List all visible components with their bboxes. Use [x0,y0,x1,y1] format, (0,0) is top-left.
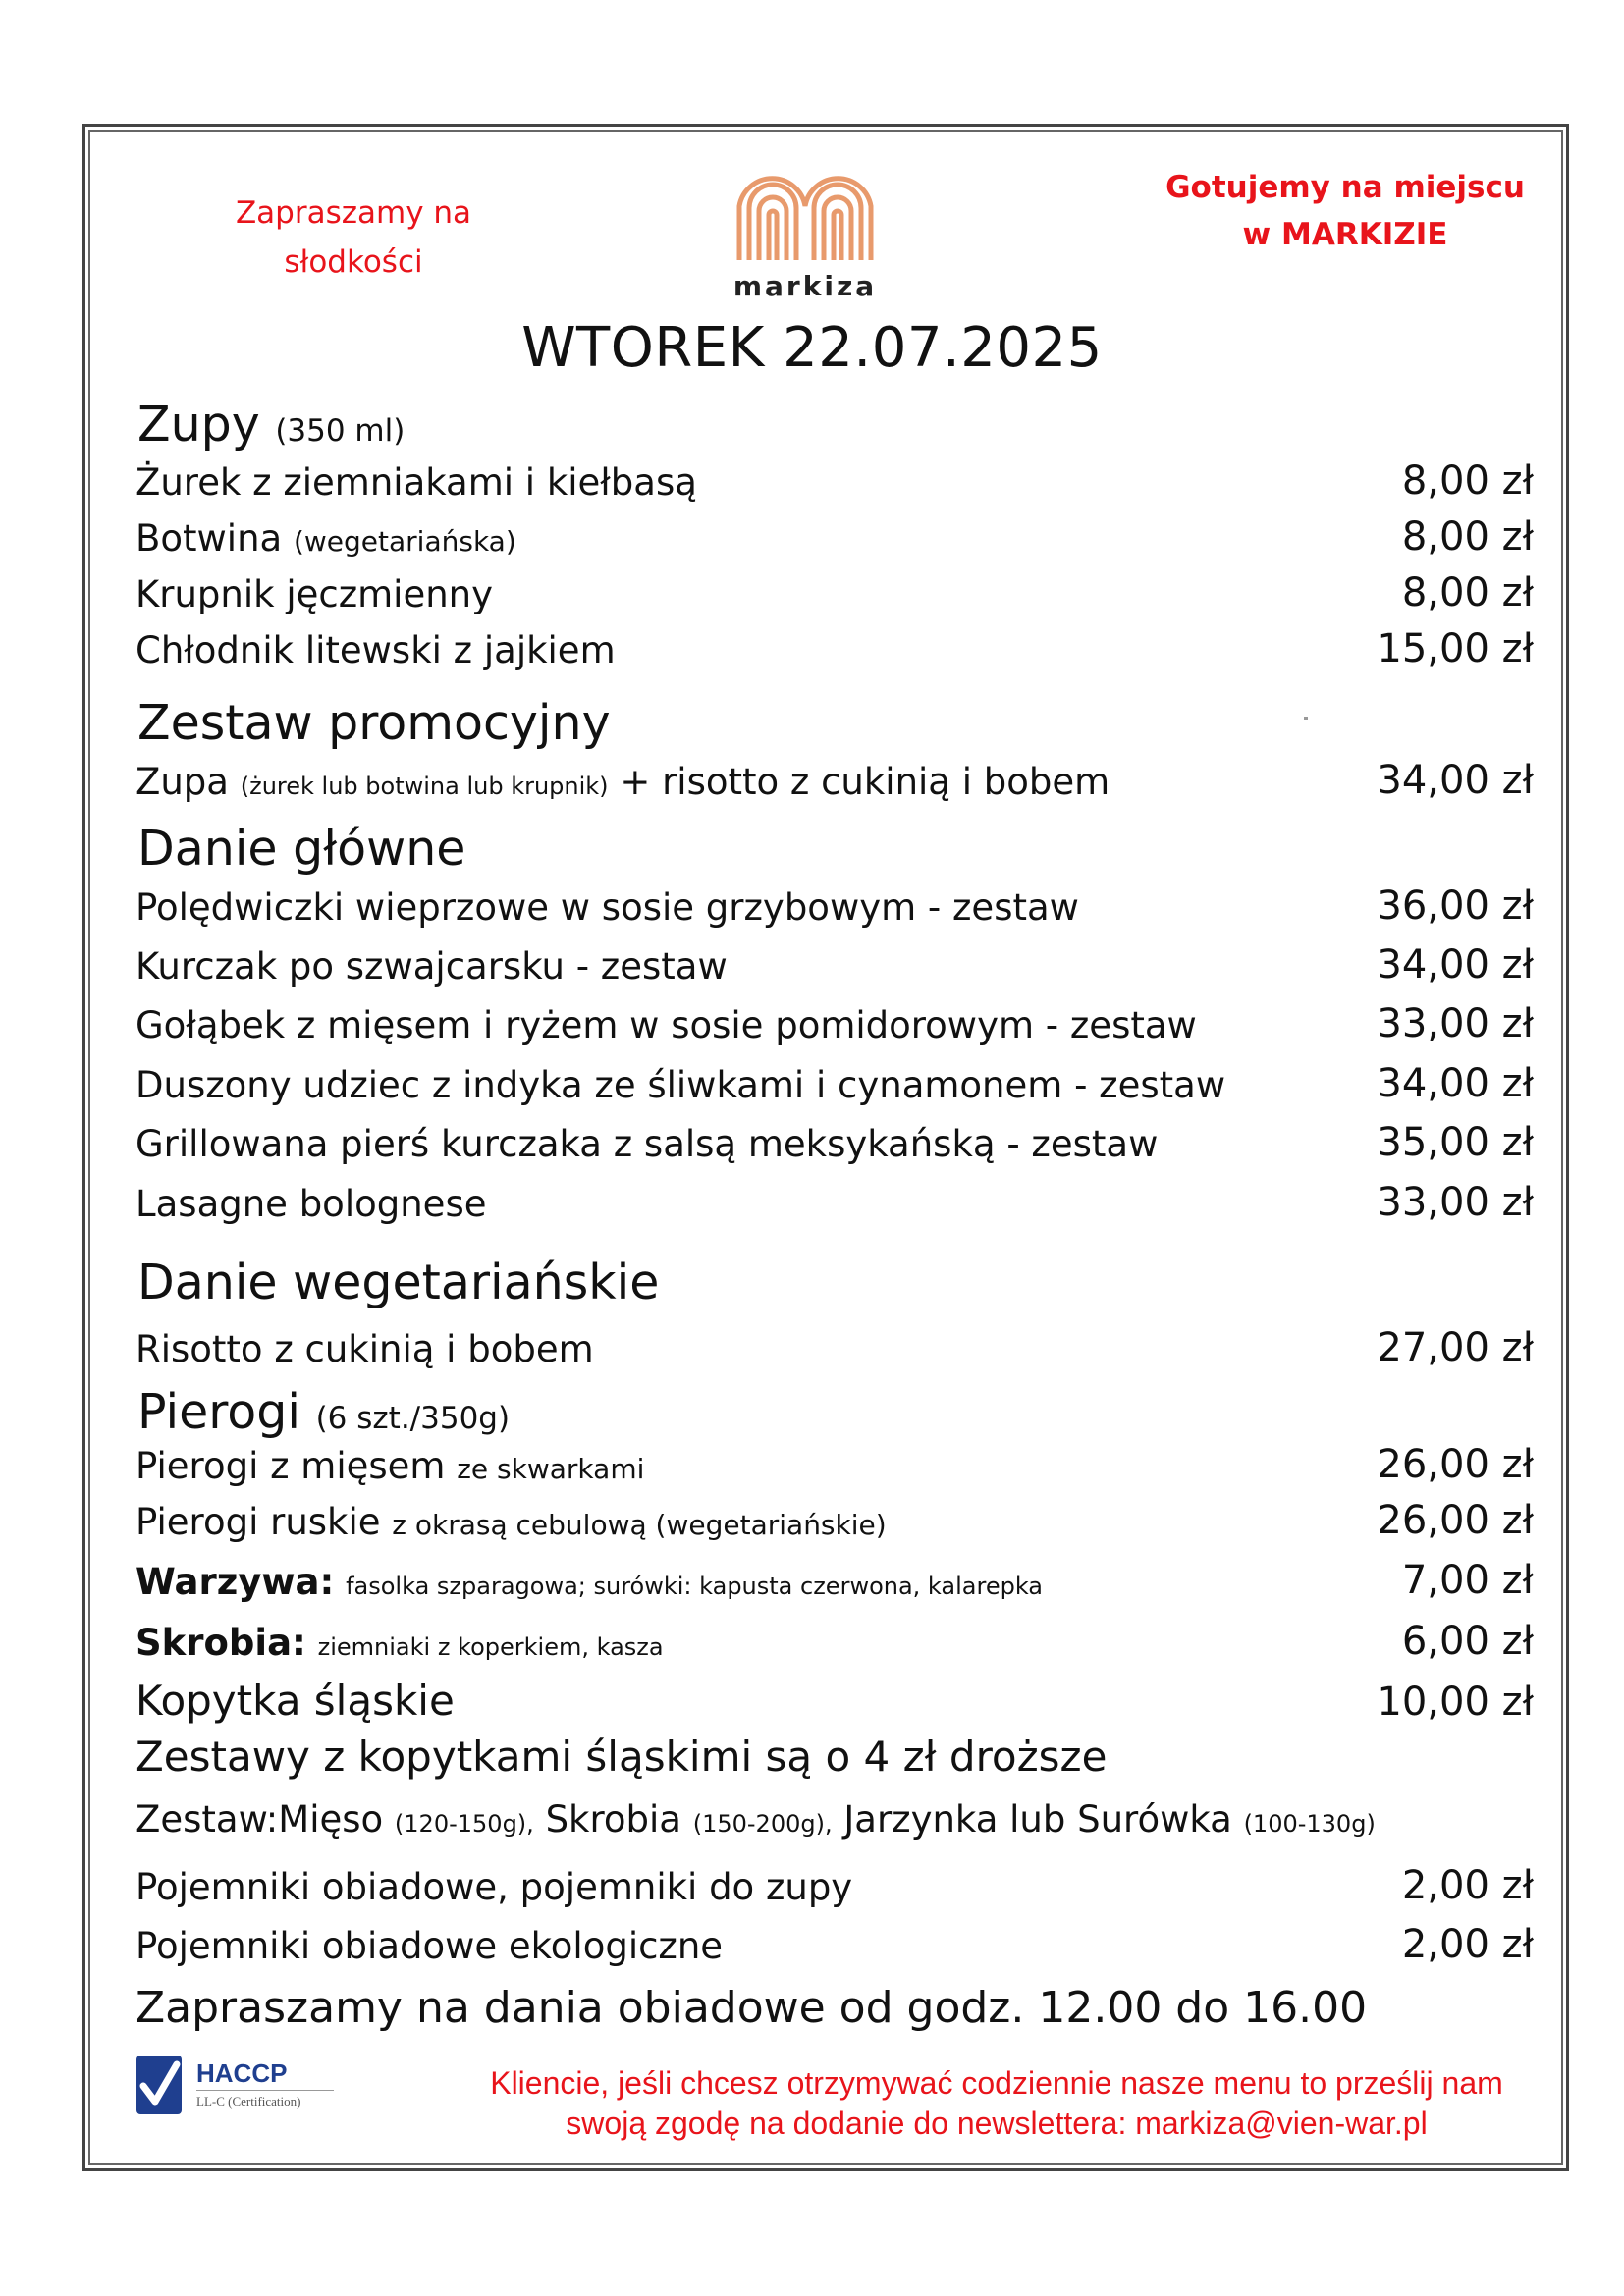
opening-hours [135,1983,1534,2041]
section-title: Pierogi [137,1384,300,1440]
menu-item [135,458,1534,511]
newsletter-note [432,2063,1561,2144]
haccp-subtitle: LL-C (Certification) [196,2094,301,2109]
item-price: 34,00 zł [1377,942,1534,988]
item-name: Duszony udziec z indyka ze śliwkami i cynamonem - zestaw [135,1064,1226,1106]
item-price: 15,00 zł [1377,626,1534,671]
item-name: Żurek z ziemniakami i kiełbasą [135,461,697,504]
menu-item-skrobia [135,1619,1534,1672]
item-label: Warzywa: [135,1561,335,1603]
item-name: Lasagne bolognese [135,1183,487,1225]
item-price: 34,00 zł [1377,758,1534,803]
haccp-checkmark-icon [135,2055,183,2115]
zestaw-composition [135,1795,1534,1848]
item-price: 33,00 zł [1377,1001,1534,1046]
item-name: Pierogi ruskie [135,1501,381,1543]
menu-item-warzywa [135,1558,1534,1611]
item-label: Skrobia: [135,1622,306,1664]
section-danie-glowne: Danie główne [137,821,466,877]
scan-speck [1304,717,1308,720]
cooking-on-site [1159,164,1532,258]
haccp-badge [135,2055,332,2117]
menu-item-pojemniki [135,1863,1534,1916]
menu-item-kopytka [135,1677,1534,1733]
item-price: 8,00 zł [1401,570,1534,615]
section-danie-wegetarianskie: Danie wegetariańskie [137,1255,660,1310]
newsletter-line1: Kliencie, jeśli chcesz otrzymywać codziennie nasze menu to prześlij nam [490,2065,1503,2101]
item-price: 26,00 zł [1377,1498,1534,1543]
item-note: fasolka szparagowa; surówki: kapusta czerwona, kalarepka [346,1573,1044,1600]
menu-item [135,514,1534,567]
item-price: 2,00 zł [1401,1922,1534,1967]
item-name: Chłodnik litewski z jajkiem [135,629,616,671]
menu-item [135,1061,1534,1114]
menu-item [135,758,1534,811]
markiza-logo [727,162,884,302]
item-note: (wegetariańska) [293,525,516,558]
item-name: Gołąbek z mięsem i ryżem w sosie pomidorowym - zestaw [135,1004,1197,1046]
item-name: Botwina [135,517,283,560]
item-name: Krupnik jęczmienny [135,573,494,615]
opening-hours-text: Zapraszamy na dania obiadowe od godz. 12.00 do 16.00 [135,1983,1368,2033]
item-note: z okrasą cebulową (wegetariańskie) [392,1509,887,1541]
zestaw-part-weight: (100-130g) [1243,1810,1376,1838]
item-price: 10,00 zł [1377,1680,1534,1725]
item-price: 34,00 zł [1377,1061,1534,1106]
item-price: 6,00 zł [1401,1619,1534,1664]
zestaw-part-weight: (150-200g), [692,1810,833,1838]
item-price: 35,00 zł [1377,1120,1534,1165]
section-title: Zupy [137,397,260,453]
zestaw-part: Zestaw:Mięso [135,1798,384,1841]
item-price: 8,00 zł [1401,514,1534,560]
menu-item [135,570,1534,623]
item-note: ziemniaki z koperkiem, kasza [317,1633,664,1661]
item-name: Kopytka śląskie [135,1677,455,1725]
menu-item [135,1180,1534,1233]
menu-item-pojemniki [135,1922,1534,1975]
sweets-invite-line2: słodkości [284,244,423,280]
zestaw-part-weight: (120-150g), [394,1810,534,1838]
cooking-on-site-line2: w MARKIZIE [1242,217,1448,252]
menu-item [135,883,1534,936]
item-note: ze skwarkami [457,1453,645,1485]
page-title: WTOREK 22.07.2025 [521,316,1103,380]
sweets-invite [216,188,491,287]
item-note: (żurek lub botwina lub krupnik) [240,773,609,800]
cooking-on-site-line1: Gotujemy na miejscu [1165,170,1525,205]
kopytka-info-text: Zestawy z kopytkami śląskimi są o 4 zł droższe [135,1733,1108,1781]
section-subtitle: (6 szt./350g) [315,1401,511,1436]
menu-item [135,1498,1534,1551]
item-name: Risotto z cukinią i bobem [135,1328,594,1370]
menu-item [135,1120,1534,1173]
haccp-title: HACCP [196,2058,288,2088]
newsletter-line2: swoją zgodę na dodanie do newslettera: markiza@vien-war.pl [566,2106,1428,2141]
item-price: 26,00 zł [1377,1442,1534,1487]
menu-item [135,626,1534,679]
item-name: Pierogi z mięsem [135,1445,446,1487]
menu-item [135,942,1534,995]
item-price: 27,00 zł [1377,1325,1534,1370]
item-price: 7,00 zł [1401,1558,1534,1603]
item-name: Pojemniki obiadowe ekologiczne [135,1925,724,1967]
zestaw-part: Skrobia [545,1798,681,1841]
section-zestaw-promocyjny: Zestaw promocyjny [137,695,611,751]
menu-item [135,1325,1534,1378]
zestaw-part: Jarzynka lub Surówka [843,1798,1232,1841]
section-pierogi [137,1384,510,1440]
markiza-logo-icon [731,162,879,264]
logo-text: markiza [732,270,878,302]
item-name: Polędwiczki wieprzowe w sosie grzybowym - zestaw [135,886,1079,929]
section-subtitle: (350 ml) [275,413,406,449]
item-name: Zupa [135,761,229,803]
sweets-invite-line1: Zapraszamy na [235,195,472,231]
kopytka-info [135,1735,1534,1789]
item-price: 36,00 zł [1377,883,1534,929]
item-price: 2,00 zł [1401,1863,1534,1908]
section-zupy [137,397,405,453]
item-price: 8,00 zł [1401,458,1534,504]
item-name-extra: + risotto z cukinią i bobem [620,761,1110,803]
item-name: Grillowana pierś kurczaka z salsą meksykańską - zestaw [135,1123,1159,1165]
menu-item [135,1442,1534,1495]
item-name: Pojemniki obiadowe, pojemniki do zupy [135,1866,853,1908]
item-price: 33,00 zł [1377,1180,1534,1225]
menu-item [135,1001,1534,1054]
item-name: Kurczak po szwajcarsku - zestaw [135,945,728,988]
